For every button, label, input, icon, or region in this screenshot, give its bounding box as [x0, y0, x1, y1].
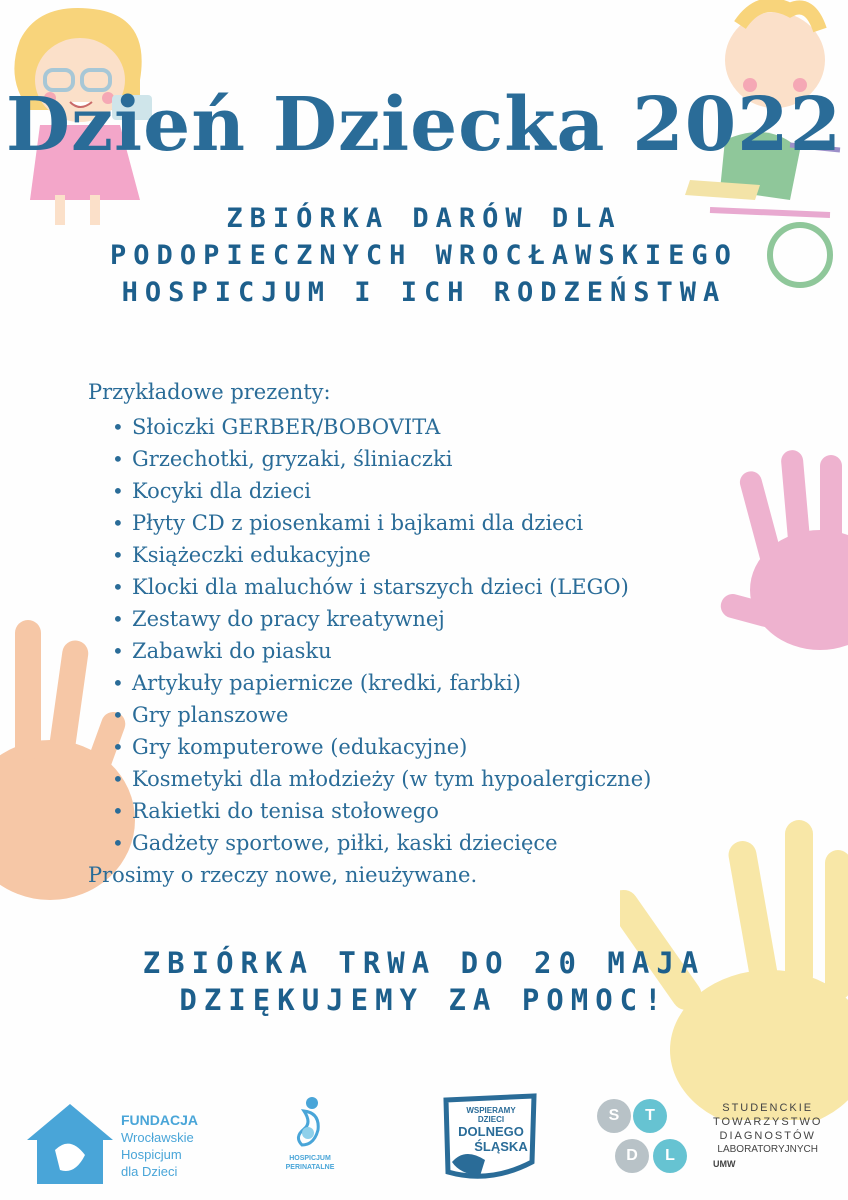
- logo-line: Wrocławskie: [121, 1130, 194, 1145]
- bullet-icon: •: [112, 607, 124, 631]
- list-item: • Słoiczki GERBER/BOBOVITA: [112, 412, 651, 444]
- gift-list: [112, 412, 651, 860]
- logo-line: FUNDACJA: [121, 1112, 198, 1128]
- logo-line: PERINATALNE: [285, 1164, 335, 1171]
- bullet-icon: •: [112, 703, 124, 727]
- bullet-icon: •: [112, 799, 124, 823]
- bullet-icon: •: [112, 479, 124, 503]
- stdl-logo: [595, 1095, 840, 1185]
- list-item: • Płyty CD z piosenkami i bajkami dla dzieci: [112, 508, 651, 540]
- list-item: • Kocyki dla dzieci: [112, 476, 651, 508]
- logo-line: DOLNEGO: [458, 1124, 524, 1139]
- logo-line: DZIECI: [477, 1115, 505, 1124]
- list-item: • Gadżety sportowe, piłki, kaski dziecięce: [112, 828, 651, 860]
- list-item: • Kosmetyki dla młodzieży (w tym hypoalergiczne): [112, 764, 651, 796]
- pink-handprint: [710, 450, 848, 680]
- list-item: • Grzechotki, gryzaki, śliniaczki: [112, 444, 651, 476]
- list-item: • Klocki dla maluchów i starszych dzieci (LEGO): [112, 572, 651, 604]
- subtitle-line: HOSPICJUM I ICH RODZEŃSTWA: [121, 277, 727, 308]
- list-item: • Zabawki do piasku: [112, 636, 651, 668]
- stdl-letter-l: L: [653, 1139, 687, 1173]
- subtitle-line: ZBIÓRKA DARÓW DLA: [226, 203, 622, 234]
- list-item: • Gry komputerowe (edukacyjne): [112, 732, 651, 764]
- closing-message: [0, 945, 848, 1019]
- perinatal-hospice-logo: [275, 1095, 345, 1185]
- stdl-letter-d: D: [615, 1139, 649, 1173]
- wspieramy-logo: [440, 1092, 540, 1184]
- bullet-icon: •: [112, 575, 124, 599]
- collection-subtitle: [0, 200, 848, 311]
- bullet-icon: •: [112, 511, 124, 535]
- bullet-icon: •: [112, 415, 124, 439]
- logo-line: TOWARZYSTWO: [713, 1116, 823, 1128]
- new-items-note: Prosimy o rzeczy nowe, nieużywane.: [88, 863, 478, 887]
- stdl-letter-t: T: [633, 1099, 667, 1133]
- logo-line: LABORATORYJNYCH: [717, 1144, 818, 1155]
- logo-line: WSPIERAMY: [466, 1106, 516, 1115]
- bullet-icon: •: [112, 543, 124, 567]
- bullet-icon: •: [112, 447, 124, 471]
- logo-line: STUDENCKIE: [722, 1102, 814, 1114]
- list-item: • Gry planszowe: [112, 700, 651, 732]
- house-heart-icon: [25, 1100, 115, 1188]
- logo-line: Hospicjum: [121, 1147, 182, 1162]
- bullet-icon: •: [112, 767, 124, 791]
- fundacja-logo: [25, 1100, 225, 1190]
- thanks-text: DZIĘKUJEMY ZA POMOC!: [179, 983, 669, 1017]
- list-item: • Zestawy do pracy kreatywnej: [112, 604, 651, 636]
- list-item: • Książeczki edukacyjne: [112, 540, 651, 572]
- mother-child-icon: [290, 1095, 330, 1150]
- bullet-icon: •: [112, 831, 124, 855]
- stdl-letter-s: S: [597, 1099, 631, 1133]
- gift-list-intro: Przykładowe prezenty:: [88, 380, 331, 404]
- stdl-hexagons: [595, 1095, 705, 1185]
- bullet-icon: •: [112, 639, 124, 663]
- logo-line: dla Dzieci: [121, 1164, 178, 1179]
- bullet-icon: •: [112, 671, 124, 695]
- bullet-icon: •: [112, 735, 124, 759]
- list-item: • Artykuły papiernicze (kredki, farbki): [112, 668, 651, 700]
- list-item: • Rakietki do tenisa stołowego: [112, 796, 651, 828]
- logo-line: HOSPICJUM: [289, 1155, 331, 1162]
- logo-line: ŚLĄSKA: [474, 1139, 528, 1154]
- logo-line: DIAGNOSTÓW: [719, 1130, 816, 1142]
- subtitle-line: PODOPIECZNYCH WROCŁAWSKIEGO: [110, 240, 738, 271]
- deadline-text: ZBIÓRKA TRWA DO 20 MAJA: [142, 946, 706, 980]
- page-title: Dzień Dziecka 2022: [5, 82, 843, 168]
- logo-line: UMW: [713, 1159, 736, 1169]
